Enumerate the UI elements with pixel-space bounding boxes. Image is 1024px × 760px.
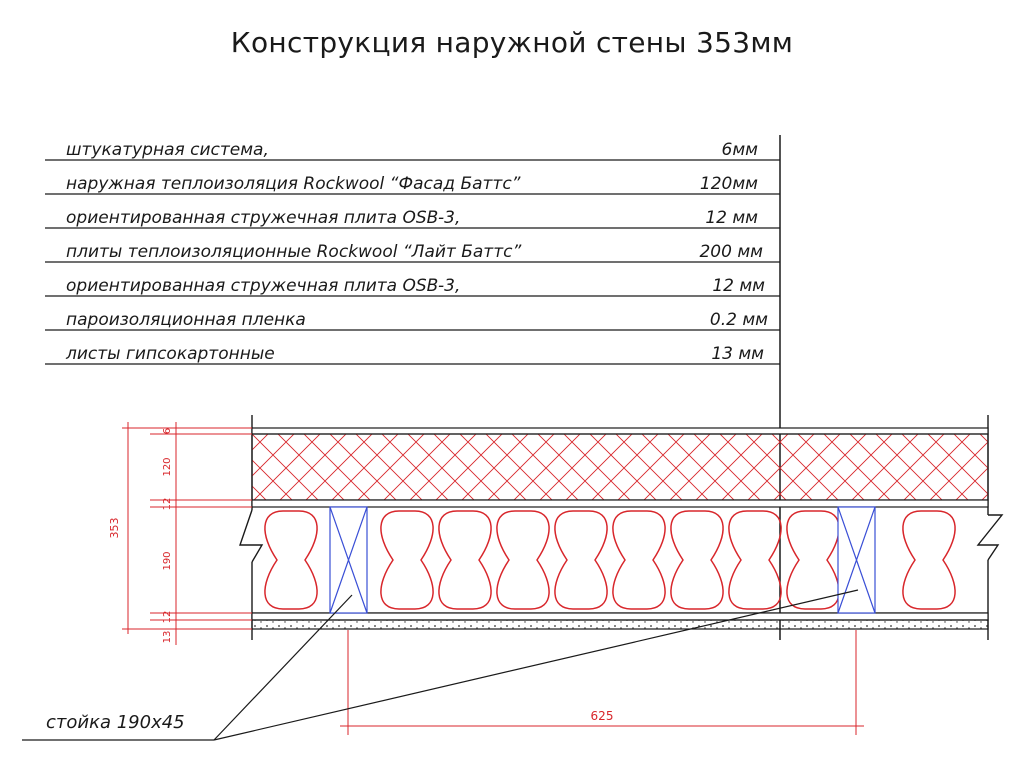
dimension-lines [122, 422, 252, 645]
layer-thickness: 6мм [721, 140, 758, 160]
layer-thickness: 12 мм [705, 208, 758, 228]
insulation-batt-lobe [787, 511, 839, 609]
layer-thickness: 200 мм [699, 242, 763, 262]
layer-table [45, 135, 780, 640]
layer-name: штукатурная система, [66, 140, 269, 160]
layer-name: ориентированная стружечная плита OSB-3, [66, 208, 461, 228]
gypsum-board-layer [252, 620, 988, 629]
insulation-batt-lobe [439, 511, 491, 609]
insulation-batt-lobe [497, 511, 549, 609]
dimension-value: 190 [162, 551, 173, 571]
osb-inner-layer [252, 613, 988, 620]
dimension-value: 13 [162, 630, 173, 644]
diagram-title: Конструкция наружной стены 353мм [230, 26, 794, 59]
layer-thickness: 120мм [699, 174, 758, 194]
layer-name: ориентированная стружечная плита OSB-3, [66, 276, 461, 296]
dimension-value: 12 [162, 497, 173, 511]
plaster-layer [252, 428, 988, 434]
layer-name: пароизоляционная пленка [66, 310, 306, 330]
wall-section [240, 415, 1002, 640]
layer-name: плиты теплоизоляционные Rockwool “Лайт Баттс” [66, 242, 522, 262]
facade-insulation-layer [252, 434, 988, 500]
layer-thickness: 13 мм [711, 344, 764, 364]
spacing-value: 625 [590, 709, 614, 723]
layer-name: наружная теплоизоляция Rockwool “Фасад Баттс” [66, 174, 521, 194]
insulation-batt-lobe [381, 511, 433, 609]
layer-thickness: 12 мм [712, 276, 765, 296]
insulation-batt-lobe [729, 511, 781, 609]
dimension-value: 120 [162, 457, 173, 477]
layer-name: листы гипсокартонные [66, 344, 275, 364]
osb-outer-layer [252, 500, 988, 507]
break-mark-right [978, 515, 1002, 560]
stud-callout-label: стойка 190х45 [46, 712, 185, 733]
insulation-batt-lobe [671, 511, 723, 609]
stud [838, 507, 875, 613]
stud [330, 507, 367, 613]
dimension-value: 12 [162, 610, 173, 624]
insulation-batt-lobe [265, 511, 317, 609]
layer-thickness: 0.2 мм [709, 310, 768, 330]
insulation-batt-lobe [903, 511, 955, 609]
break-mark-left [240, 510, 262, 562]
dimension-value: 6 [162, 427, 173, 435]
insulation-batt-lobe [555, 511, 607, 609]
dimension-total: 353 [108, 517, 121, 539]
insulation-batt-lobe [613, 511, 665, 609]
